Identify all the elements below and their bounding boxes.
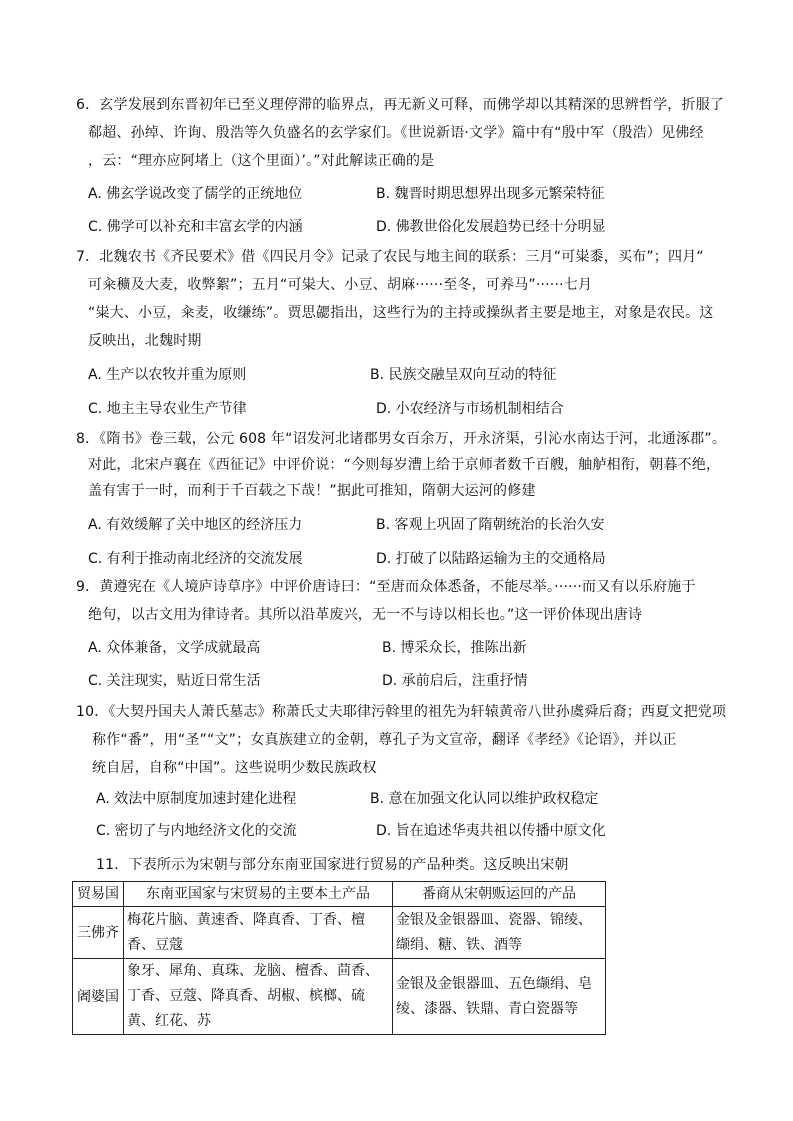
- question-8-line-2: 对此，北宋卢襄在《西征记》中评价说：“今则每岁漕上给于京师者数千百艘，舳舻相衔，朝暮不绝，: [88, 457, 721, 473]
- table-cell-imports: [393, 907, 606, 959]
- exports-text: 梅花片脑、黄速香、降真香、丁香、檀香、豆蔻: [127, 911, 365, 953]
- question-9-option-d[interactable]: D. 承前启后，注重抒情: [382, 673, 528, 689]
- question-9-option-c[interactable]: C. 关注现实，贴近日常生活: [88, 673, 261, 689]
- table-header-exports: 东南亚国家与宋贸易的主要本土产品: [124, 882, 393, 907]
- question-6-line-3: ，云：“理亦应阿堵上（这个里面）’。”对此解读正确的是: [88, 153, 435, 169]
- question-8-line-1: 8．《隋书》卷三载，公元 608 年“诏发河北诸郡男女百余万，开永济渠，引沁水南达于河，北通涿郡”。: [76, 431, 727, 447]
- question-7-line-1: 7．北魏农书《齐民要术》借《四民月令》记录了农民与地主间的联系：三月“可粜黍，买布”；四月“: [76, 249, 704, 265]
- question-10-option-b[interactable]: B. 意在加强文化认同以维护政权稳定: [370, 791, 599, 807]
- question-6-option-c[interactable]: C. 佛学可以补充和丰富玄学的内涵: [88, 219, 303, 235]
- question-11-line-1: 11．下表所示为宋朝与部分东南亚国家进行贸易的产品种类。这反映出宋朝: [96, 857, 569, 873]
- table-header-country: 贸易国: [73, 882, 124, 907]
- table-header-row: [73, 882, 606, 907]
- question-6-option-a[interactable]: A. 佛玄学说改变了儒学的正统地位: [88, 186, 303, 202]
- table-header-imports: 番商从宋朝贩运回的产品: [393, 882, 606, 907]
- imports-text: 金银及金银器皿、五色缬绢、皂绫、漆器、铁鼎、青白瓷器等: [396, 975, 592, 1017]
- question-10-option-c[interactable]: C. 密切了与内地经济文化的交流: [96, 823, 297, 839]
- question-10-line-1: 10．《大契丹国夫人萧氏墓志》称萧氏丈夫耶律污斡里的祖先为轩辕黄帝八世孙虞舜后裔；西夏文把党项: [76, 704, 727, 720]
- table-cell-country: 三佛齐: [73, 907, 124, 959]
- question-8-option-b[interactable]: B. 客观上巩固了隋朝统治的长治久安: [376, 517, 605, 533]
- question-6-option-b[interactable]: B. 魏晋时期思想界出现多元繁荣特征: [376, 186, 605, 202]
- question-8-option-c[interactable]: C. 有利于推动南北经济的交流发展: [88, 551, 303, 567]
- question-7-option-c[interactable]: C. 地主主导农业生产节律: [88, 401, 247, 417]
- question-6-option-d[interactable]: D. 佛教世俗化发展趋势已经十分明显: [376, 219, 606, 235]
- question-7-option-d[interactable]: D. 小农经济与市场机制相结合: [376, 401, 564, 417]
- question-10-line-2: 称作“番”，用“圣”“文”；女真族建立的金朝，尊孔子为文宣帝，翻译《孝经》《论语》，并以正: [92, 732, 677, 748]
- question-10-option-a[interactable]: A. 效法中原制度加速封建化进程: [96, 791, 297, 807]
- question-7-line-3: “粜大、小豆，籴麦，收缣练”。贾思勰指出，这些行为的主持或操纵者主要是地主，对象是农民。这: [88, 305, 714, 321]
- table-row: [73, 959, 606, 1035]
- imports-text: 金银及金银器皿、瓷器、锦绫、缬绢、糖、铁、酒等: [396, 911, 592, 953]
- question-8-line-3: 盖有害于一时，而利于千百载之下哉！”据此可推知，隋朝大运河的修建: [88, 483, 536, 499]
- question-9-line-2: 绝句，以古文用为律诗者。其所以沿革废兴，无一不与诗以相长也。”这一评价体现出唐诗: [88, 607, 643, 623]
- question-9-option-b[interactable]: B. 博采众长，推陈出新: [382, 640, 527, 656]
- question-7-option-a[interactable]: A. 生产以农牧并重为原则: [88, 367, 247, 383]
- question-8-option-a[interactable]: A. 有效缓解了关中地区的经济压力: [88, 517, 303, 533]
- table-row: [73, 907, 606, 959]
- question-10-line-3: 统自居，自称“中国”。这些说明少数民族政权: [92, 760, 377, 776]
- table-cell-imports: [393, 959, 606, 1035]
- table-cell-exports: [124, 907, 393, 959]
- question-7-line-2: 可籴穬及大麦，收弊絮”；五月“可粜大、小豆、胡麻······至冬，可养马”······七月: [88, 277, 593, 293]
- trade-table: [72, 881, 606, 1035]
- question-6-line-1: 6．玄学发展到东晋初年已至义理停滞的临界点，再无新义可释，而佛学却以其精深的思辨哲学，折服了: [76, 97, 725, 113]
- question-6-line-2: 郗超、孙绰、许询、殷浩等久负盛名的玄学家们。《世说新语·文学》篇中有“殷中军（殷浩）见佛经: [88, 125, 704, 141]
- question-7-line-4: 反映出，北魏时期: [88, 333, 202, 349]
- question-7-option-b[interactable]: B. 民族交融呈双向互动的特征: [370, 367, 557, 383]
- table-cell-exports: [124, 959, 393, 1035]
- question-10-option-d[interactable]: D. 旨在追述华夷共祖以传播中原文化: [376, 823, 606, 839]
- question-9-line-1: 9．黄遵宪在《人境庐诗草序》中评价唐诗曰：“至唐而众体悉备，不能尽举。······而又有以乐府施于: [76, 579, 696, 595]
- question-8-option-d[interactable]: D. 打破了以陆路运输为主的交通格局: [376, 551, 606, 567]
- table-cell-country: 阇婆国: [73, 959, 124, 1035]
- question-9-option-a[interactable]: A. 众体兼备，文学成就最高: [88, 640, 261, 656]
- exports-text: 象牙、犀角、真珠、龙脑、檀香、茴香、丁香、豆蔻、降真香、胡椒、槟榔、硫黄、红花、苏: [127, 963, 379, 1029]
